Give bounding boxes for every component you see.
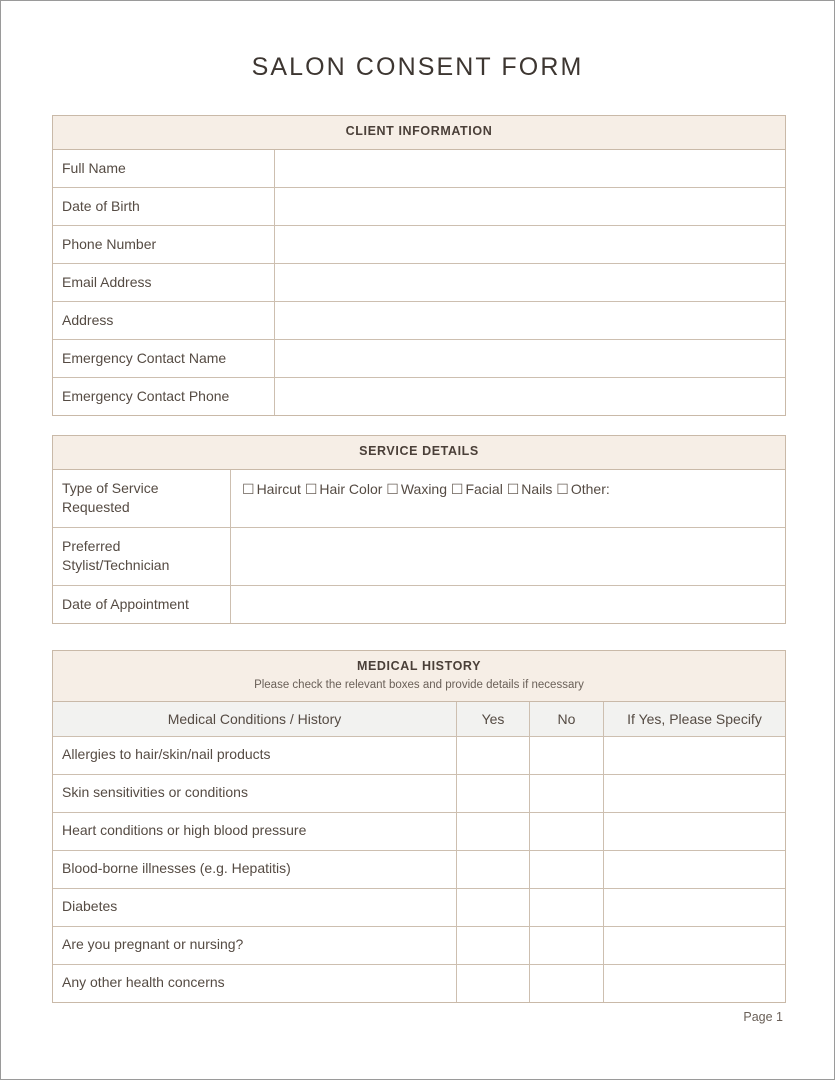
field-input-address[interactable] [274,302,785,339]
table-row [53,965,785,1002]
column-header-no: No [529,702,603,736]
medical-history-heading: MEDICAL HISTORY [356,659,482,673]
medical-history-subheading: Please check the relevant boxes and provide details if necessary [254,678,584,691]
condition-yes-cell[interactable] [456,851,529,888]
field-input-full-name[interactable] [274,150,785,187]
service-option-label: Facial [465,480,503,497]
service-option-hair-color[interactable] [305,481,383,497]
condition-specify-cell[interactable] [603,813,785,850]
condition-yes-cell[interactable] [456,927,529,964]
medical-history-column-headers [53,702,785,737]
column-header-yes: Yes [456,702,529,736]
service-option-label: Nails [521,480,553,497]
field-input-date-of-birth[interactable] [274,188,785,225]
checkbox-icon[interactable]: ☐ [556,480,569,497]
condition-specify-cell[interactable] [603,965,785,1002]
checkbox-icon[interactable]: ☐ [242,480,255,497]
table-row [53,378,785,415]
field-label-full-name: Full Name [62,159,126,176]
service-option-label: Other: [570,480,610,497]
table-row [53,775,785,813]
condition-label: Heart conditions or high blood pressure [62,822,307,839]
condition-no-cell[interactable] [529,737,603,774]
condition-label: Any other health concerns [62,974,225,991]
field-label-type-of-service: Type of Service Requested [62,480,159,516]
table-row [53,302,785,340]
service-details-header [53,436,785,470]
medical-history-header [53,651,785,702]
page-number: Page 1 [743,1010,783,1024]
client-information-header [53,116,785,150]
field-input-preferred-stylist[interactable] [230,528,785,585]
client-information-heading: CLIENT INFORMATION [345,124,493,138]
condition-no-cell[interactable] [529,965,603,1002]
table-row [53,470,785,528]
table-row [53,528,785,586]
condition-specify-cell[interactable] [603,775,785,812]
table-row [53,586,785,623]
checkbox-icon[interactable]: ☐ [304,480,318,497]
field-label-address: Address [62,311,114,328]
service-option-label: Hair Color [319,480,383,497]
field-label-preferred-stylist: Preferred Stylist/Technician [62,538,170,574]
field-label-emergency-contact-phone: Emergency Contact Phone [62,387,230,404]
condition-no-cell[interactable] [529,775,603,812]
service-option-label: Haircut [256,480,301,497]
checkbox-icon[interactable]: ☐ [386,480,399,497]
condition-yes-cell[interactable] [456,965,529,1002]
field-label-email-address: Email Address [62,273,152,290]
table-row [53,851,785,889]
service-details-heading: SERVICE DETAILS [359,444,479,458]
table-row [53,889,785,927]
condition-label: Are you pregnant or nursing? [62,936,244,953]
condition-label: Skin sensitivities or conditions [62,784,248,801]
condition-yes-cell[interactable] [456,889,529,926]
condition-label: Blood-borne illnesses (e.g. Hepatitis) [62,860,291,877]
service-type-options [230,470,785,527]
table-row [53,150,785,188]
condition-no-cell[interactable] [529,889,603,926]
condition-yes-cell[interactable] [456,737,529,774]
field-input-emergency-contact-phone[interactable] [274,378,785,415]
field-label-date-of-birth: Date of Birth [62,197,140,214]
field-input-phone-number[interactable] [274,226,785,263]
field-label-emergency-contact-name: Emergency Contact Name [62,349,227,366]
page-title: SALON CONSENT FORM [251,53,584,81]
service-option-label: Waxing [400,480,448,497]
condition-no-cell[interactable] [529,813,603,850]
client-information-section [52,115,786,416]
condition-specify-cell[interactable] [603,737,785,774]
field-input-email-address[interactable] [274,264,785,301]
condition-label: Diabetes [62,898,118,915]
table-row [53,264,785,302]
service-option-other[interactable] [556,481,609,497]
service-option-facial[interactable] [451,481,503,497]
field-input-date-of-appointment[interactable] [230,586,785,623]
condition-label: Allergies to hair/skin/nail products [62,746,271,763]
column-header-condition: Medical Conditions / History [167,711,342,728]
table-row [53,226,785,264]
condition-specify-cell[interactable] [603,889,785,926]
table-row [53,340,785,378]
table-row [53,927,785,965]
column-header-specify: If Yes, Please Specify [603,702,785,736]
condition-no-cell[interactable] [529,927,603,964]
checkbox-icon[interactable]: ☐ [506,480,520,497]
condition-specify-cell[interactable] [603,851,785,888]
table-row [53,737,785,775]
medical-history-section [52,650,786,1003]
service-option-haircut[interactable] [242,481,301,497]
service-option-nails[interactable] [507,481,553,497]
table-row [53,188,785,226]
checkbox-icon[interactable]: ☐ [450,480,464,497]
field-label-date-of-appointment: Date of Appointment [62,595,189,612]
condition-no-cell[interactable] [529,851,603,888]
field-label-phone-number: Phone Number [62,235,157,252]
condition-yes-cell[interactable] [456,813,529,850]
condition-yes-cell[interactable] [456,775,529,812]
condition-specify-cell[interactable] [603,927,785,964]
service-details-section [52,435,786,624]
table-row [53,813,785,851]
field-input-emergency-contact-name[interactable] [274,340,785,377]
service-option-waxing[interactable] [386,481,447,497]
